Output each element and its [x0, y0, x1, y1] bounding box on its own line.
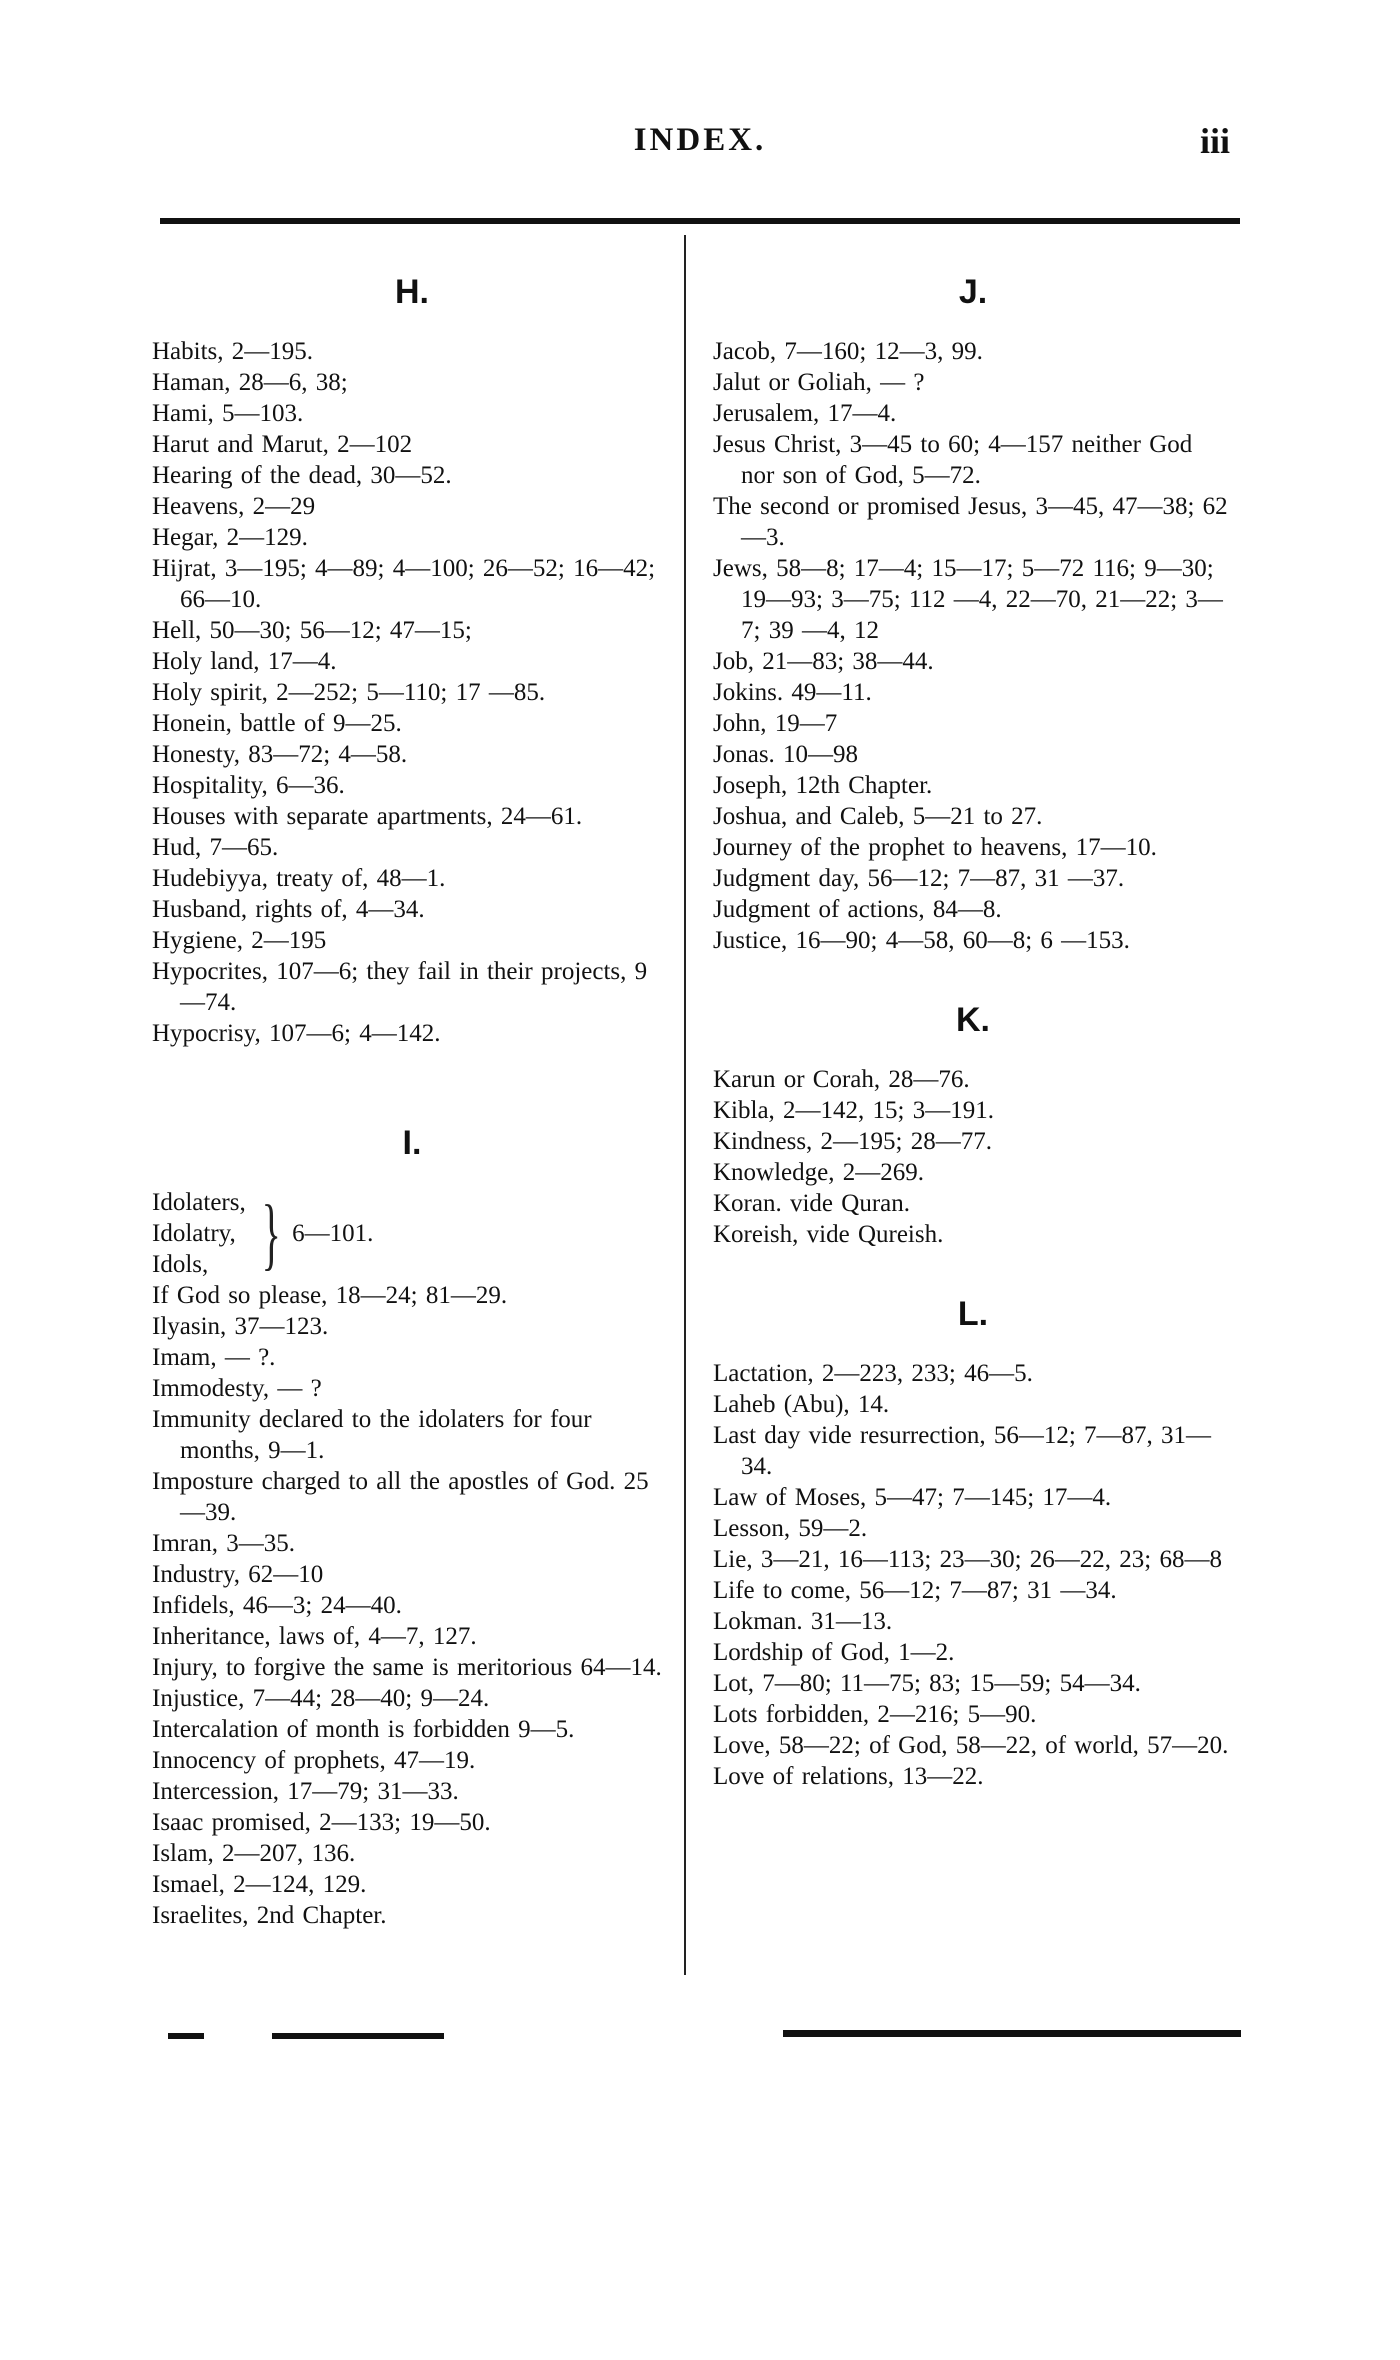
index-entry: Idolatry, — [152, 1220, 236, 1247]
index-entry: Lie, 3—21, 16—113; 23—30; 26—22, 23; 68—8 — [713, 1546, 1222, 1573]
index-entry: Lokman. 31—13. — [713, 1608, 893, 1635]
index-entry: Honesty, 83—72; 4—58. — [152, 741, 408, 768]
index-entry: Kindness, 2—195; 28—77. — [713, 1128, 992, 1155]
index-entry: Holy spirit, 2—252; 5—110; 17 —85. — [152, 679, 546, 706]
index-entry: Israelites, 2nd Chapter. — [152, 1902, 387, 1929]
index-entry: Judgment day, 56—12; 7—87, 31 —37. — [713, 865, 1125, 892]
index-entry: Jesus Christ, 3—45 to 60; 4—157 neither God nor son of God, 5—72. — [713, 431, 1193, 489]
index-entry: Lots forbidden, 2—216; 5—90. — [713, 1701, 1037, 1728]
index-entry: Imposture charged to all the apostles of God. 25—39. — [152, 1468, 649, 1526]
index-entry: Lordship of God, 1—2. — [713, 1639, 955, 1666]
index-entry: Hygiene, 2—195 — [152, 927, 327, 954]
index-entry: Harut and Marut, 2—102 — [152, 431, 413, 458]
index-entry: Hearing of the dead, 30—52. — [152, 462, 452, 489]
index-entry: Love, 58—22; of God, 58—22, of world, 57—20. — [713, 1732, 1229, 1759]
index-entry: Kibla, 2—142, 15; 3—191. — [713, 1097, 994, 1124]
section-letter-h: H. — [395, 273, 429, 311]
right-column — [713, 262, 1233, 1792]
index-entry: Hudebiyya, treaty of, 48—1. — [152, 865, 446, 892]
index-entry: Koran. vide Quran. — [713, 1190, 910, 1217]
index-entry: Ilyasin, 37—123. — [152, 1313, 329, 1340]
index-entry: Infidels, 46—3; 24—40. — [152, 1592, 402, 1619]
index-entry: Koreish, vide Qureish. — [713, 1221, 944, 1248]
section-j-entries — [713, 336, 1233, 956]
index-entry: Husband, rights of, 4—34. — [152, 896, 425, 923]
index-entry: Innocency of prophets, 47—19. — [152, 1747, 476, 1774]
index-entry: Intercession, 17—79; 31—33. — [152, 1778, 459, 1805]
page-number: iii — [1200, 121, 1231, 161]
brace-names — [152, 1187, 246, 1280]
index-entry: Idols, — [152, 1251, 209, 1278]
index-entry: Hell, 50—30; 56—12; 47—15; — [152, 617, 472, 644]
index-entry: Karun or Corah, 28—76. — [713, 1066, 970, 1093]
index-entry: Hud, 7—65. — [152, 834, 279, 861]
index-entry: Injury, to forgive the same is meritorious 64—14. — [152, 1654, 662, 1681]
index-entry: Idolaters, — [152, 1189, 246, 1216]
index-entry: The second or promised Jesus, 3—45, 47—38; 62—3. — [713, 493, 1228, 551]
index-entry: Jews, 58—8; 17—4; 15—17; 5—72 116; 9—30; 19—93; 3—75; 112 —4, 22—70, 21—22; 3—7; 39 —4, 12 — [713, 555, 1223, 644]
index-entry: Houses with separate apartments, 24—61. — [152, 803, 583, 830]
index-entry: Lactation, 2—223, 233; 46—5. — [713, 1360, 1033, 1387]
index-entry: Hypocrites, 107—6; they fail in their projects, 9—74. — [152, 958, 648, 1016]
index-entry: Law of Moses, 5—47; 7—145; 17—4. — [713, 1484, 1112, 1511]
index-entry: Jokins. 49—11. — [713, 679, 872, 706]
index-entry: Justice, 16—90; 4—58, 60—8; 6 —153. — [713, 927, 1130, 954]
index-entry: Holy land, 17—4. — [152, 648, 337, 675]
index-entry: Immodesty, — ? — [152, 1375, 322, 1402]
index-entry: Lot, 7—80; 11—75; 83; 15—59; 54—34. — [713, 1670, 1141, 1697]
index-entry: Hegar, 2—129. — [152, 524, 308, 551]
index-entry: Jalut or Goliah, — ? — [713, 369, 925, 396]
index-entry: Joshua, and Caleb, 5—21 to 27. — [713, 803, 1043, 830]
index-entry: Jacob, 7—160; 12—3, 99. — [713, 338, 983, 365]
index-entry: Love of relations, 13—22. — [713, 1763, 984, 1790]
index-entry: Hypocrisy, 107—6; 4—142. — [152, 1020, 441, 1047]
index-entry: Imran, 3—35. — [152, 1530, 295, 1557]
index-entry: If God so please, 18—24; 81—29. — [152, 1282, 508, 1309]
index-entry: Job, 21—83; 38—44. — [713, 648, 934, 675]
index-entry: Islam, 2—207, 136. — [152, 1840, 356, 1867]
index-entry: Honein, battle of 9—25. — [152, 710, 402, 737]
index-entry: Immunity declared to the idolaters for four months, 9—1. — [152, 1406, 592, 1464]
index-entry: Knowledge, 2—269. — [713, 1159, 924, 1186]
index-entry: Joseph, 12th Chapter. — [713, 772, 933, 799]
index-entry: Laheb (Abu), 14. — [713, 1391, 890, 1418]
page-header-title: INDEX. — [633, 122, 767, 158]
index-entry: Judgment of actions, 84—8. — [713, 896, 1002, 923]
index-entry: Jonas. 10—98 — [713, 741, 859, 768]
section-k-entries — [713, 1064, 1233, 1250]
section-h-entries — [152, 336, 672, 1049]
index-entry: John, 19—7 — [713, 710, 838, 737]
column-divider — [684, 235, 686, 1975]
section-l-entries — [713, 1358, 1233, 1792]
index-entry: Habits, 2—195. — [152, 338, 314, 365]
index-entry: Life to come, 56—12; 7—87; 31 —34. — [713, 1577, 1117, 1604]
idolaters-brace-group — [152, 1187, 672, 1280]
index-entry: Imam, — ?. — [152, 1344, 276, 1371]
index-entry: Jerusalem, 17—4. — [713, 400, 897, 427]
section-letter-j: J. — [958, 273, 988, 311]
index-entry: Heavens, 2—29 — [152, 493, 316, 520]
section-letter-i: I. — [402, 1124, 422, 1162]
index-entry: Ismael, 2—124, 129. — [152, 1871, 367, 1898]
bottom-rule-left — [168, 2033, 204, 2039]
bottom-rule-right — [783, 2030, 1241, 2037]
section-letter-k: K. — [956, 1001, 990, 1039]
curly-brace-icon: } — [261, 1189, 281, 1278]
index-entry: Last day vide resurrection, 56—12; 7—87, 31—34. — [713, 1422, 1212, 1480]
index-entry: Intercalation of month is forbidden 9—5. — [152, 1716, 575, 1743]
index-entry: Isaac promised, 2—133; 19—50. — [152, 1809, 491, 1836]
index-entry: Hami, 5—103. — [152, 400, 304, 427]
index-entry: Journey of the prophet to heavens, 17—10. — [713, 834, 1157, 861]
index-entry: Haman, 28—6, 38; — [152, 369, 348, 396]
index-entry: Inheritance, laws of, 4—7, 127. — [152, 1623, 477, 1650]
bottom-rule-middle — [272, 2033, 444, 2039]
index-entry: Hospitality, 6—36. — [152, 772, 345, 799]
index-entry: Industry, 62—10 — [152, 1561, 324, 1588]
index-entry: Injustice, 7—44; 28—40; 9—24. — [152, 1685, 490, 1712]
index-entry: Lesson, 59—2. — [713, 1515, 868, 1542]
index-entry: Hijrat, 3—195; 4—89; 4—100; 26—52; 16—42; 66—10. — [152, 555, 656, 613]
brace-reference: 6—101. — [292, 1220, 374, 1247]
section-letter-l: L. — [957, 1295, 989, 1333]
top-rule — [160, 218, 1240, 224]
left-column — [152, 262, 672, 1931]
section-i-entries — [152, 1280, 672, 1931]
